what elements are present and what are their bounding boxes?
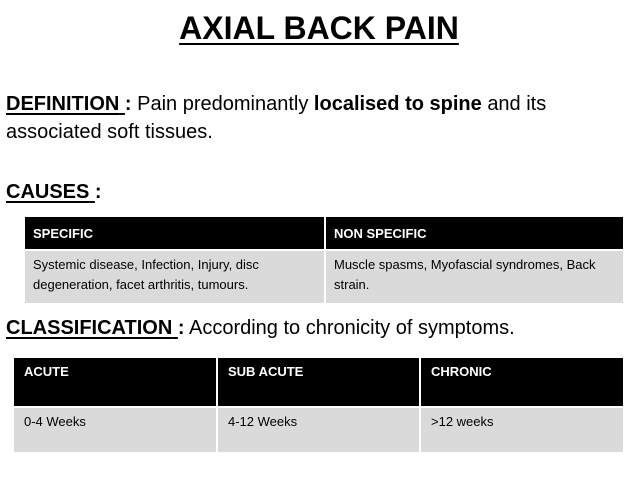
classification-header-acute: ACUTE bbox=[14, 358, 217, 407]
definition-text-after: and its associated soft tissues. bbox=[6, 93, 547, 143]
classification-cell-chronic: >12 weeks bbox=[420, 407, 623, 452]
classification-cell-acute: 0-4 Weeks bbox=[14, 407, 217, 452]
causes-header-specific: SPECIFIC bbox=[25, 217, 325, 250]
table-row bbox=[25, 250, 623, 303]
causes-table bbox=[25, 217, 623, 303]
classification-cell-sub-acute: 4-12 Weeks bbox=[217, 407, 420, 452]
definition-label bbox=[6, 93, 132, 115]
causes-colon: : bbox=[94, 181, 102, 203]
classification-label-text: CLASSIFICATION bbox=[6, 317, 173, 339]
causes-cell-non-specific: Muscle spasms, Myofascial syndromes, Back strain. bbox=[325, 250, 623, 303]
causes-heading bbox=[6, 178, 632, 206]
classification-table-header-row bbox=[14, 358, 623, 407]
definition-label-text: DEFINITION bbox=[6, 93, 120, 115]
table-row bbox=[14, 407, 623, 452]
definition-text-before: Pain predominantly bbox=[137, 93, 309, 115]
slide-title-text: AXIAL BACK PAIN bbox=[179, 10, 459, 46]
slide-title bbox=[0, 6, 638, 50]
causes-cell-specific: Systemic disease, Infection, Injury, disc degeneration, facet arthritis, tumours. bbox=[25, 250, 325, 303]
causes-header-non-specific: NON SPECIFIC bbox=[325, 217, 623, 250]
definition-emphasis: localised to spine bbox=[313, 93, 482, 115]
definition-paragraph bbox=[6, 90, 632, 146]
causes-label-text: CAUSES bbox=[6, 181, 90, 203]
causes-label bbox=[6, 181, 102, 203]
classification-header-chronic: CHRONIC bbox=[420, 358, 623, 407]
classification-colon: : bbox=[177, 317, 185, 339]
classification-table bbox=[14, 358, 623, 452]
classification-paragraph bbox=[6, 314, 632, 342]
classification-header-sub-acute: SUB ACUTE bbox=[217, 358, 420, 407]
classification-label bbox=[6, 317, 185, 339]
definition-colon: : bbox=[124, 93, 132, 115]
classification-text: According to chronicity of symptoms. bbox=[188, 317, 515, 339]
causes-table-header-row bbox=[25, 217, 623, 250]
